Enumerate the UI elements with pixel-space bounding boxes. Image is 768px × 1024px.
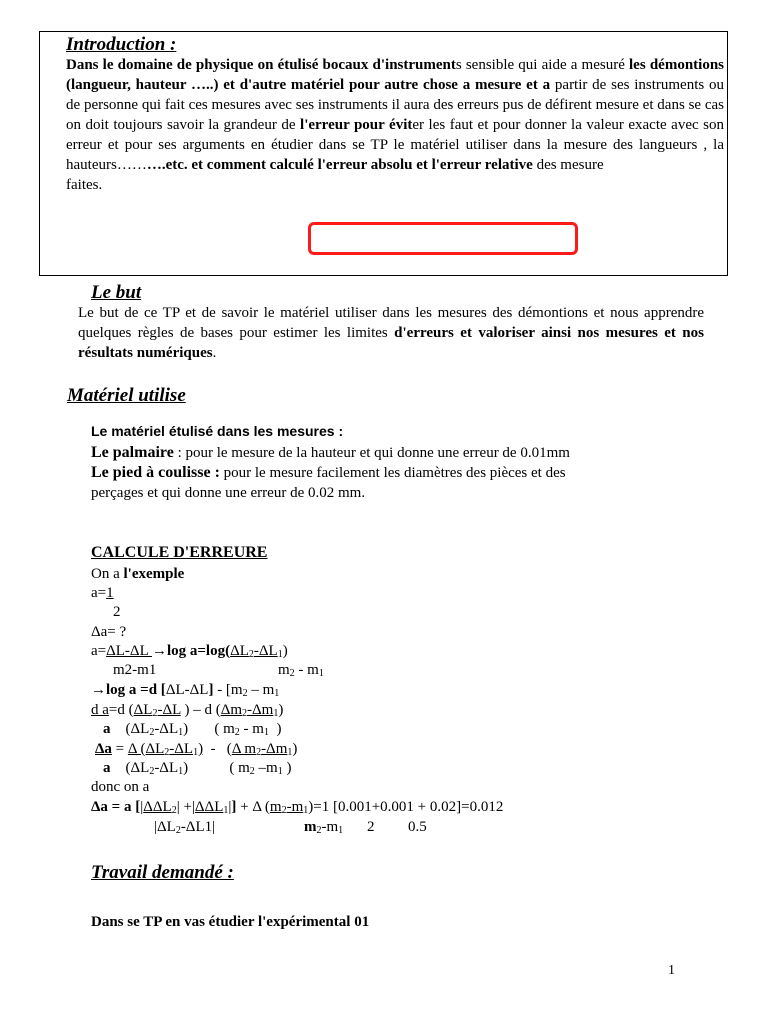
- introduction-paragraph: Dans le domaine de physique on étulisé bocaux d'instruments sensible qui aide a mesuré les démontions (langueur, hauteur …..) et d'autre matériel pour autre chose a mesure et a partir de ses instruments ou de personne qui fait ces mesures avec ses instruments il aura des erreurs pus de défirent mesure et dans se cas on doit toujours savoir la grandeur de l'erreur pour éviter les faut et pour donner la valeur exacte avec son erreur et pour ses arguments en étudier dans se TP le matériel utiliser dans la mesure des langueurs , la hauteurs……….etc. et comment calculé l'erreur absolu et l'erreur relative des mesure faites.: [66, 57, 725, 193]
- pied-label: Le pied à coulisse :: [91, 464, 220, 481]
- calcul-heading: CALCULE D'ERREURE: [91, 544, 268, 561]
- calc-line-da-den: a $(\Delta L_2-\Delta L_1)$ ( $m_2 - m_1$ ): [103, 721, 282, 738]
- calc-line-da: d a=d ($\Delta L_2-\Delta L$ ) – d $(\Delta m_2-\Delta m_1)$: [91, 702, 284, 719]
- materiel-subtitle: Le matériel étulisé dans les mesures :: [91, 423, 344, 439]
- but-heading: Le but: [91, 282, 142, 303]
- materiel-list: Le palmaire : pour le mesure de la hauteur et qui donne une erreur de 0.01mm Le pied à coulisse : pour le mesure facilement les diamètres des pièces et des perçages et qui donne une erreur de 0.02 mm.: [91, 444, 570, 501]
- page-number: 1: [668, 963, 675, 978]
- calc-line-result-den2: $m_2-m_1$: [304, 819, 344, 836]
- calc-line-logd: →log a =d $[\Delta L-\Delta L] - [m_2 - m_1$: [91, 682, 280, 699]
- calc-line-donc: donc on a: [91, 779, 150, 795]
- introduction-heading: Introduction :: [66, 34, 177, 55]
- calc-line-denominator: 2: [113, 604, 121, 620]
- calc-line-deltaa: Δa = Δ $(\Delta L_2-\Delta L_1) - (\Delta$ $m_2-\Delta m_1$): [95, 741, 298, 758]
- calc-line-a: a=1: [91, 585, 114, 601]
- calc-line-deltaa-den: a $(\Delta L_2-\Delta L_1)$ ( $m_2$ $-m_1$ ): [103, 760, 292, 777]
- calc-line-exemple: On a l'exemple: [91, 566, 185, 582]
- calc-line-result-den: $|\Delta L_2-\Delta L1|$: [154, 819, 216, 836]
- palmaire-label: Le palmaire: [91, 444, 174, 461]
- calc-line-log-den: m2-m1: [113, 662, 157, 678]
- travail-paragraph: Dans se TP en vas étudier l'expérimental 01: [91, 914, 370, 930]
- calc-line-result: Δa = a $[|\Delta\Delta L_2| +|\Delta\Delta L_1|] + \Delta$ $(m_2-m_1)=1$ [0.001+0.001 + 0.02]=0.012: [91, 799, 504, 816]
- materiel-heading: Matériel utilise: [67, 385, 186, 406]
- travail-heading: Travail demandé :: [91, 862, 234, 883]
- calc-line-log-den2: $m_2 - m_1$: [278, 662, 324, 679]
- calc-line-result-half: 0.5: [408, 819, 427, 835]
- calc-line-delta-a: Δa= ?: [91, 624, 127, 640]
- but-paragraph: Le but de ce TP et de savoir le matériel utiliser dans les mesures des démontions et nous apprendre quelques règles de bases pour estimer les limites d'erreurs et valoriser ainsi nos mesures et nos résultats numériques.: [78, 305, 704, 361]
- calc-line-log: a=ΔL-ΔL →log $a=\log(\Delta L_2-\Delta L_1)$: [91, 643, 288, 660]
- calc-line-result-two: 2: [367, 819, 375, 835]
- highlight-box: [308, 222, 578, 255]
